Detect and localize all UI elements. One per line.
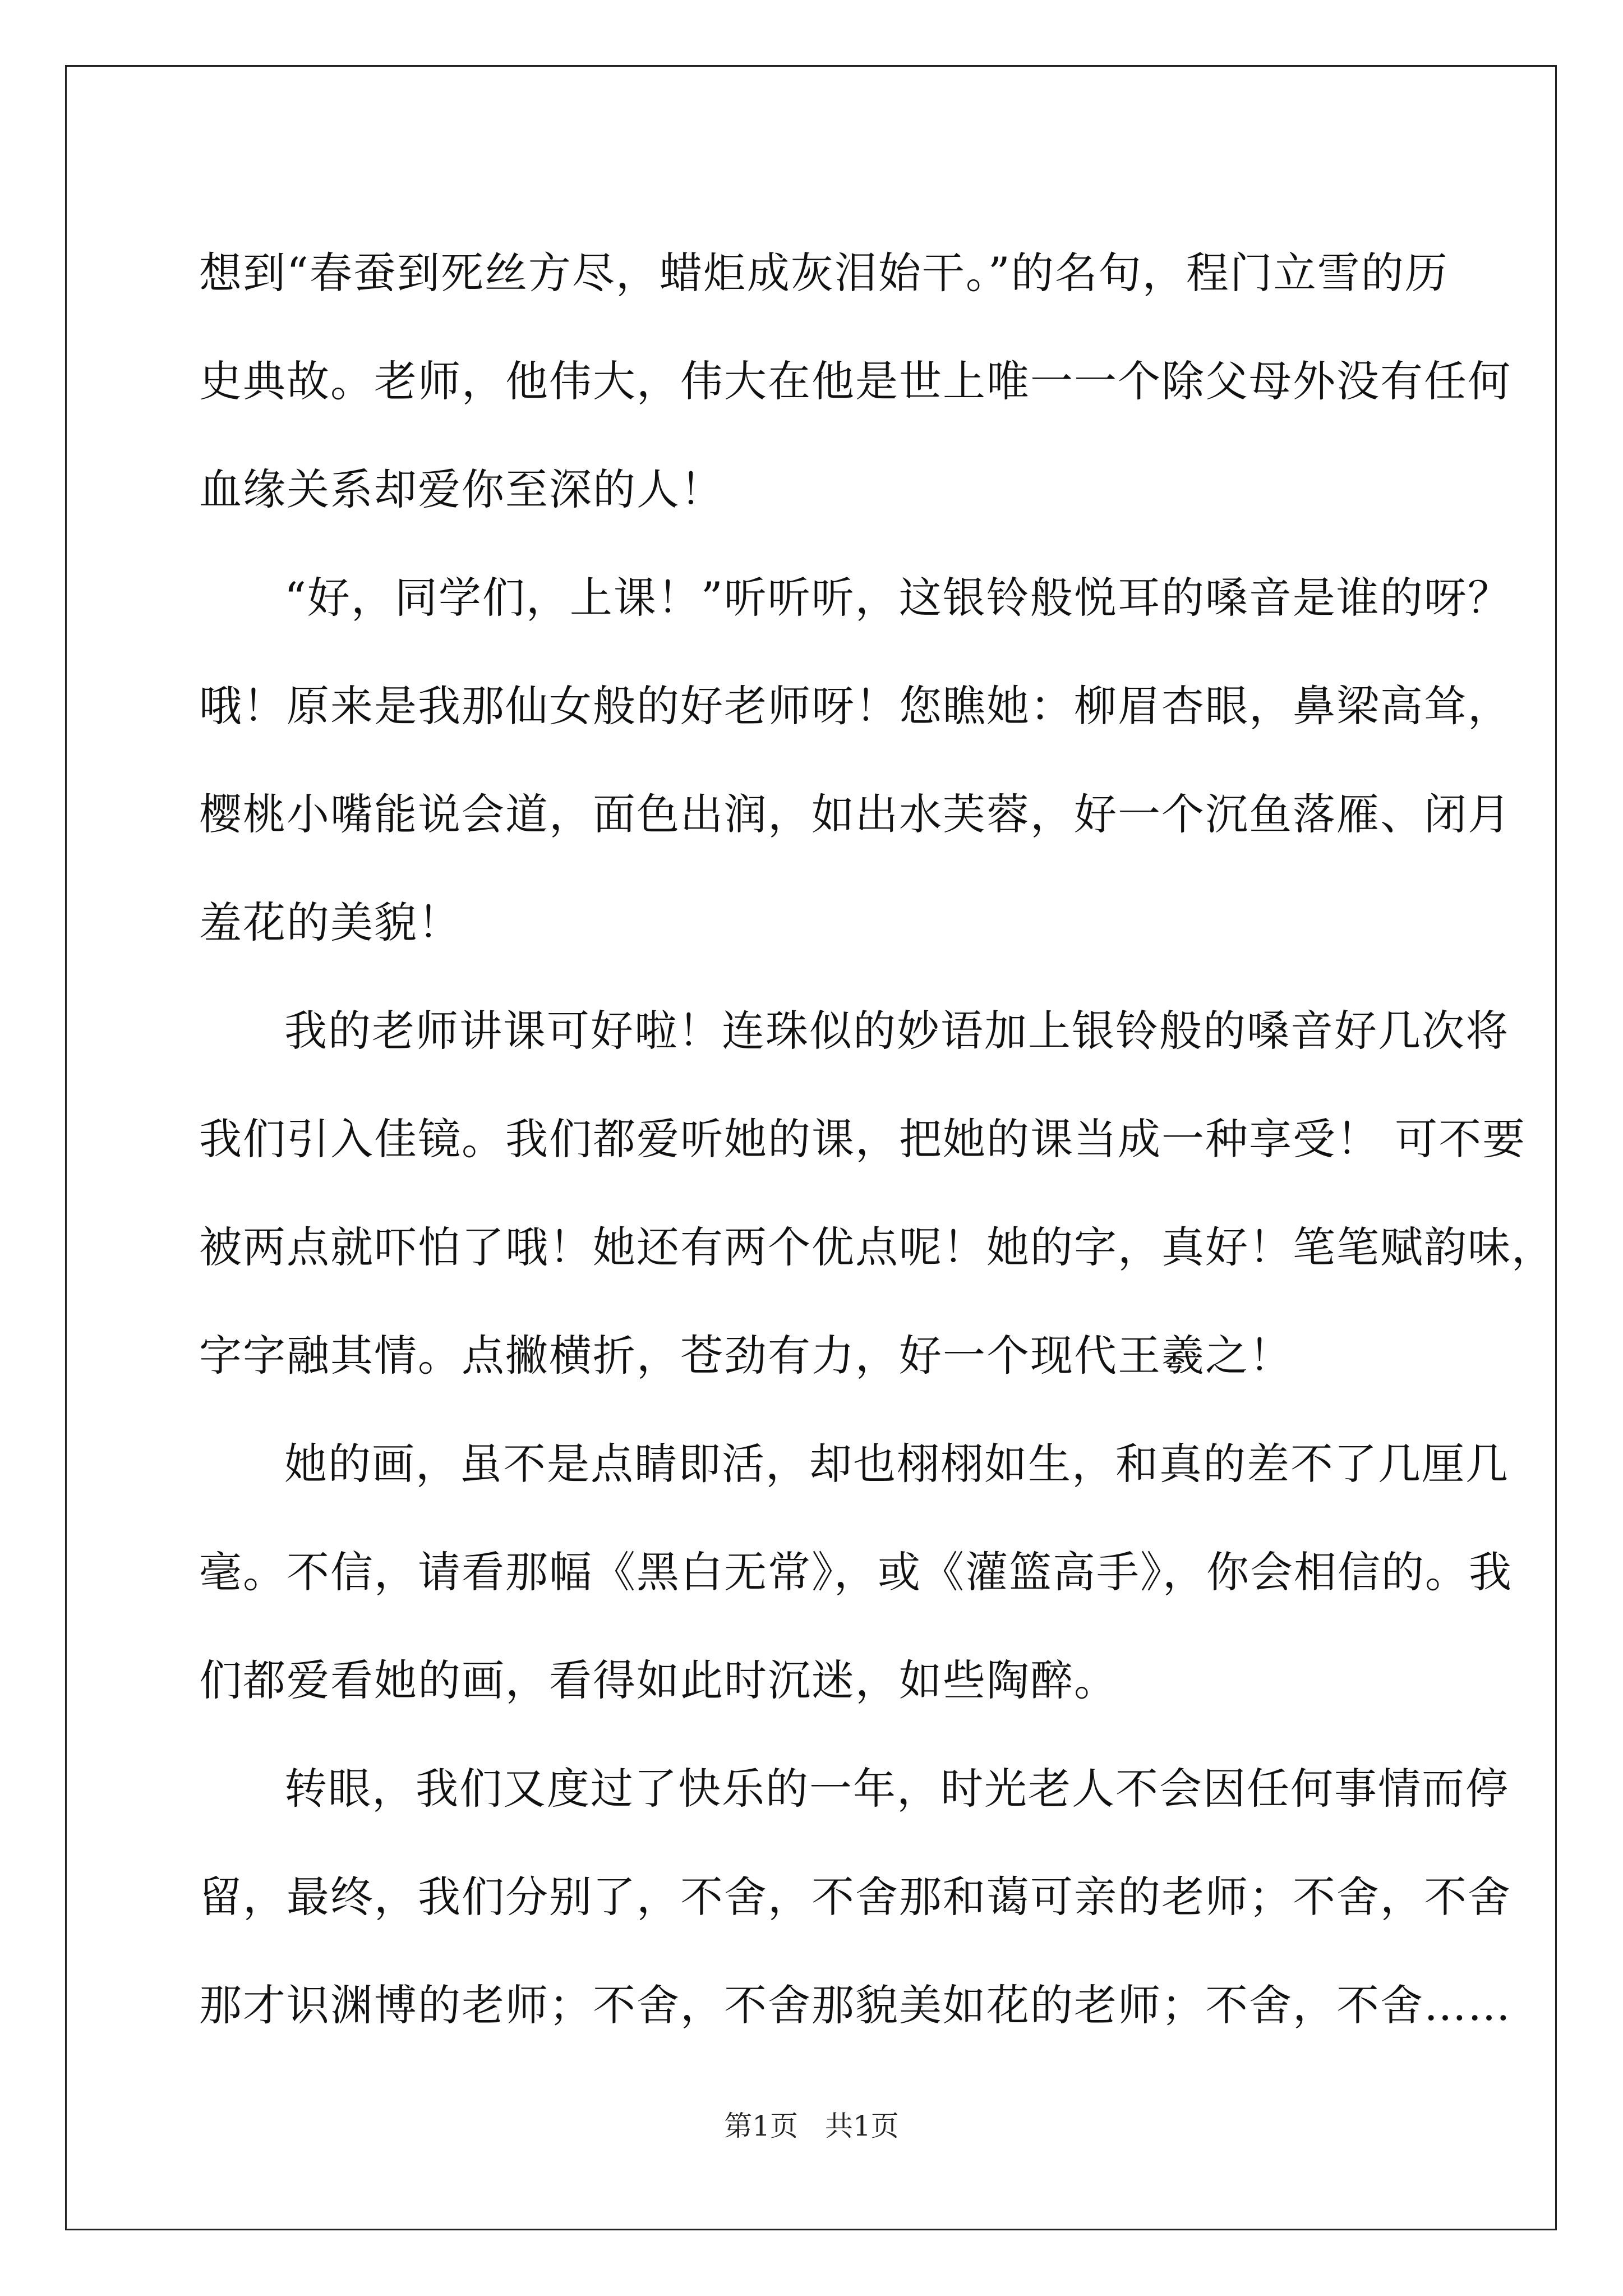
paragraph-5: [199, 1734, 1511, 2059]
document-body: [199, 219, 1555, 2059]
text-line: 她的画，虽不是点睛即活，却也栩栩如生，和真的差不了几厘几: [284, 1439, 1509, 1489]
text-line: 留，最终，我们分别了，不舍，不舍那和蔼可亲的老师；不舍，不舍: [199, 1872, 1511, 1922]
text-line: 羞花的美貌！: [199, 898, 462, 947]
text-line: 毫。不信，请看那幅《黑白无常》，或《灌篮高手》，你会相信的。我: [199, 1547, 1513, 1597]
text-line: 转眼，我们又度过了快乐的一年，时光老人不会因任何事情而停: [284, 1764, 1509, 1814]
text-line: “好，同学们，上课！”听听听，这银铃般悦耳的嗓音是谁的呀？: [284, 573, 1511, 623]
text-line: 那才识渊博的老师；不舍，不舍那貌美如花的老师；不舍，不舍……: [199, 1980, 1511, 2030]
paragraph-3: [199, 977, 1555, 1410]
text-line: 血缘关系却爱你至深的人！: [199, 464, 724, 514]
page-total: 共1页: [824, 2110, 899, 2142]
text-line: 想到“春蚕到死丝方尽，蜡炬成灰泪始干。”的名句，程门立雪的历: [199, 248, 1449, 298]
paragraph-4: [199, 1410, 1513, 1734]
page-number: 第1页: [724, 2110, 799, 2142]
text-line: 被两点就吓怕了哦！她还有两个优点呢！她的字，真好！笔笔赋韵味，: [199, 1222, 1555, 1272]
paragraph-2: [199, 544, 1511, 977]
text-line: 我们引入佳镜。我们都爱听她的课，把她的课当成一种享受！ 可不要: [199, 1114, 1527, 1164]
text-line: 哦！原来是我那仙女般的好老师呀！您瞧她：柳眉杏眼，鼻梁高耸，: [199, 681, 1511, 731]
text-line: 史典故。老师，他伟大，伟大在他是世上唯一一个除父母外没有任何: [199, 356, 1511, 406]
text-line: 字字融其情。点撇横折，苍劲有力，好一个现代王羲之！: [199, 1331, 1293, 1381]
text-line: 樱桃小嘴能说会道，面色出润，如出水芙蓉，好一个沉鱼落雁、闭月: [199, 789, 1511, 839]
page-footer: [0, 2104, 1623, 2144]
text-line: 们都爱看她的画，看得如此时沉迷，如些陶醉。: [199, 1655, 1118, 1705]
paragraph-1: [199, 219, 1511, 544]
text-line: 我的老师讲课可好啦！连珠似的妙语加上银铃般的嗓音好几次将: [284, 1006, 1509, 1056]
